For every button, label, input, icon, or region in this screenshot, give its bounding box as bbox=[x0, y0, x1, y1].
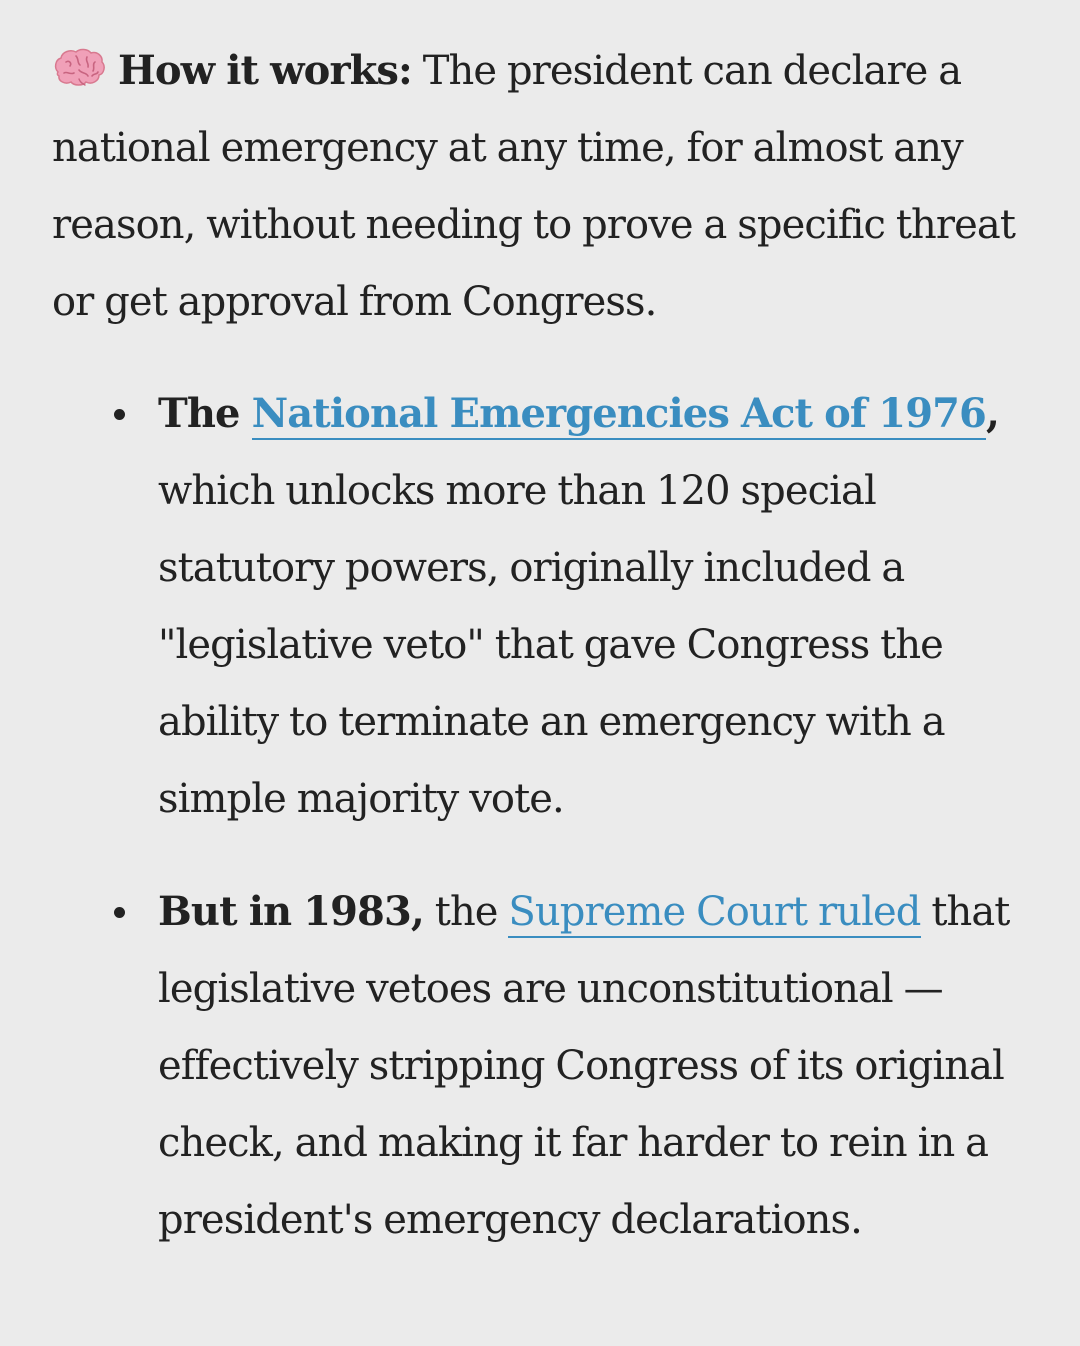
national-emergencies-act-link[interactable]: National Emergencies Act of 1976 bbox=[252, 390, 986, 440]
intro-text: The president can declare a national emergency at any time, for almost any reason, without needing to prove a specific threat or get approval from Congress. bbox=[52, 48, 1016, 325]
list-item bbox=[52, 873, 1020, 1259]
bullet-list bbox=[52, 375, 1020, 1259]
brain-icon bbox=[52, 48, 106, 88]
supreme-court-ruled-link[interactable]: Supreme Court ruled bbox=[508, 889, 920, 938]
bullet-dot bbox=[114, 907, 125, 918]
intro-paragraph bbox=[52, 32, 1020, 341]
bullet-text: that legislative vetoes are unconstitutional — effectively stripping Congress of its original check, and making it far harder to rein in a president's emergency declarations. bbox=[158, 889, 1010, 1243]
intro-lead: How it works: bbox=[118, 47, 412, 94]
list-item bbox=[52, 375, 1020, 838]
bullet-dot bbox=[114, 409, 125, 420]
bullet-pre-link-text: the bbox=[423, 889, 509, 935]
bullet-lead-comma: , bbox=[986, 390, 1000, 437]
bullet-lead: But in 1983, bbox=[158, 888, 424, 935]
bullet-lead: The bbox=[158, 390, 252, 437]
bullet-text: which unlocks more than 120 special statutory powers, originally included a "legislative veto" that gave Congress the ability to terminate an emergency with a simple majority vote. bbox=[158, 468, 945, 822]
